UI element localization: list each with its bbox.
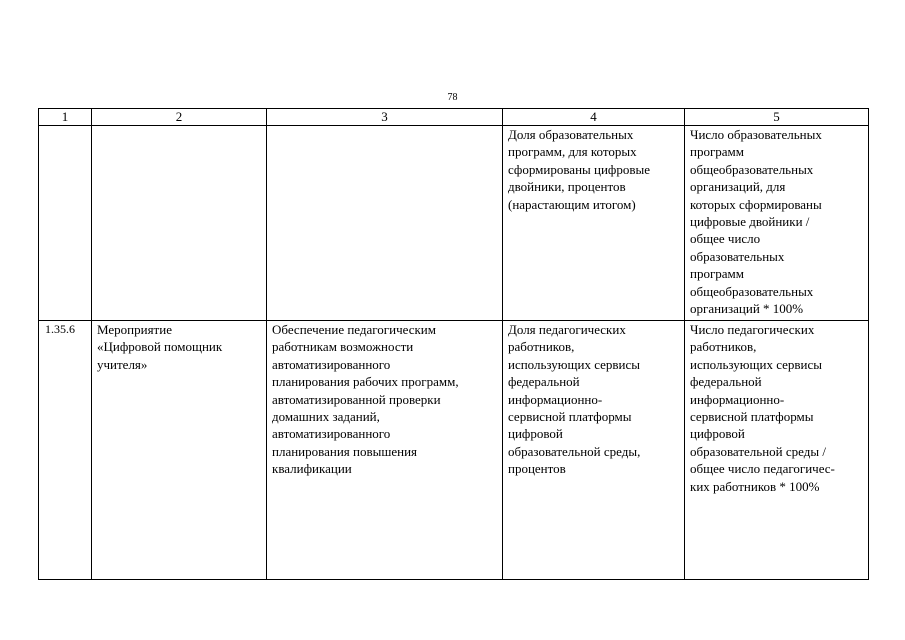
page-number: 78 <box>447 92 458 103</box>
indicator-cell: Доля педагогических работников, использующих сервисы федеральной информационно- сервисной платформы цифровой образовательной среды, процентов <box>503 321 685 580</box>
event-name-cell <box>92 126 267 321</box>
table-header-row <box>39 109 869 126</box>
table-row <box>39 126 869 321</box>
header-cell-1: 1 <box>39 109 92 126</box>
header-cell-4: 4 <box>503 109 685 126</box>
table-row <box>39 321 869 580</box>
header-cell-3: 3 <box>267 109 503 126</box>
description-cell <box>267 126 503 321</box>
event-name-cell: Мероприятие «Цифровой помощник учителя» <box>92 321 267 580</box>
description-cell: Обеспечение педагогическим работникам возможности автоматизированного планирования рабочих программ, автоматизированной проверки домашних заданий, автоматизированного планирования повышения квалификации <box>267 321 503 580</box>
header-cell-2: 2 <box>92 109 267 126</box>
indicator-cell: Доля образовательных программ, для которых сформированы цифровые двойники, процентов (нарастающим итогом) <box>503 126 685 321</box>
header-cell-5: 5 <box>685 109 869 126</box>
row-number-cell: 1.35.6 <box>39 321 92 580</box>
row-number-cell <box>39 126 92 321</box>
formula-cell: Число образовательных программ общеобразовательных организаций, для которых сформированы цифровые двойники / общее число образовательных программ общеобразовательных организаций * 100% <box>685 126 869 321</box>
formula-cell: Число педагогических работников, использующих сервисы федеральной информационно- сервисной платформы цифровой образовательной среды / общее число педагогичес- ких работников * 100% <box>685 321 869 580</box>
document-table <box>38 108 869 580</box>
